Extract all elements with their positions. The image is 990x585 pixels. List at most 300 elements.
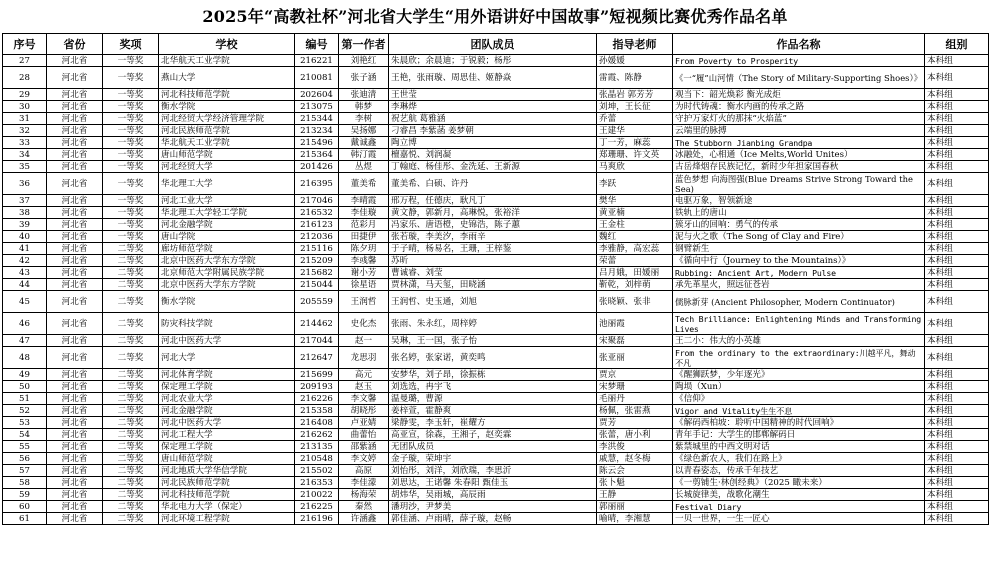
cell-work-title: 王二小：伟大的小英雄 bbox=[673, 335, 925, 347]
cell-code: 214462 bbox=[295, 313, 339, 335]
cell-province: 河北省 bbox=[47, 125, 103, 137]
cell-province: 河北省 bbox=[47, 101, 103, 113]
cell-province: 河北省 bbox=[47, 195, 103, 207]
cell-first-author: 田捷伊 bbox=[339, 231, 389, 243]
cell-first-author: 龙思羽 bbox=[339, 347, 389, 369]
cell-work-title: 长城旋律美，战歌化潮生 bbox=[673, 489, 925, 501]
table-row bbox=[3, 313, 989, 335]
cell-code: 216221 bbox=[295, 55, 339, 67]
cell-school: 华北航天工业学院 bbox=[159, 137, 295, 149]
header-work-title: 作品名称 bbox=[673, 34, 925, 55]
cell-teacher: 戚慧，赵冬梅 bbox=[597, 453, 673, 465]
cell-first-author: 徐星语 bbox=[339, 279, 389, 291]
table-row bbox=[3, 137, 989, 149]
cell-no: 55 bbox=[3, 441, 47, 453]
cell-group: 本科组 bbox=[925, 195, 989, 207]
cell-award: 一等奖 bbox=[103, 67, 159, 89]
cell-group: 本科组 bbox=[925, 243, 989, 255]
cell-code: 215496 bbox=[295, 137, 339, 149]
cell-no: 29 bbox=[3, 89, 47, 101]
cell-group: 本科组 bbox=[925, 501, 989, 513]
cell-work-title: 观当下：韶光焕彩 衡光成炬 bbox=[673, 89, 925, 101]
cell-school: 北京中医药大学东方学院 bbox=[159, 279, 295, 291]
cell-group: 本科组 bbox=[925, 101, 989, 113]
cell-team: 曹诚睿、刘莹 bbox=[389, 267, 597, 279]
cell-team: 檀嘉悦、刘润凝 bbox=[389, 149, 597, 161]
cell-code: 217046 bbox=[295, 195, 339, 207]
cell-school: 河北中医药大学 bbox=[159, 417, 295, 429]
cell-teacher: 李跃 bbox=[597, 173, 673, 195]
cell-first-author: 李文馨 bbox=[339, 393, 389, 405]
cell-no: 56 bbox=[3, 453, 47, 465]
cell-code: 216226 bbox=[295, 393, 339, 405]
cell-award: 一等奖 bbox=[103, 161, 159, 173]
cell-code: 215044 bbox=[295, 279, 339, 291]
cell-group: 本科组 bbox=[925, 267, 989, 279]
cell-work-title: 一贝一世界，一生一匠心 bbox=[673, 513, 925, 525]
cell-team: 无团队成员 bbox=[389, 441, 597, 453]
cell-work-title: Vigor and Vitality生生不息 bbox=[673, 405, 925, 417]
cell-work-title: The Stubborn Jianbing Grandpa bbox=[673, 137, 925, 149]
cell-school: 河北工程大学 bbox=[159, 429, 295, 441]
cell-award: 二等奖 bbox=[103, 335, 159, 347]
cell-first-author: 刘艳红 bbox=[339, 55, 389, 67]
cell-award: 二等奖 bbox=[103, 417, 159, 429]
cell-school: 河北地质大学华信学院 bbox=[159, 465, 295, 477]
cell-work-title: 电驱万象，智领新途 bbox=[673, 195, 925, 207]
cell-first-author: 胡晓彤 bbox=[339, 405, 389, 417]
cell-work-title: 钢臂新生 bbox=[673, 243, 925, 255]
cell-code: 215209 bbox=[295, 255, 339, 267]
cell-group: 本科组 bbox=[925, 173, 989, 195]
cell-province: 河北省 bbox=[47, 453, 103, 465]
cell-teacher: 魏红 bbox=[597, 231, 673, 243]
cell-award: 一等奖 bbox=[103, 207, 159, 219]
award-table bbox=[2, 33, 989, 525]
cell-award: 二等奖 bbox=[103, 243, 159, 255]
cell-school: 唐山师范学院 bbox=[159, 149, 295, 161]
cell-province: 河北省 bbox=[47, 417, 103, 429]
cell-code: 216262 bbox=[295, 429, 339, 441]
cell-school: 河北科技师范学院 bbox=[159, 89, 295, 101]
header-no: 序号 bbox=[3, 34, 47, 55]
cell-award: 一等奖 bbox=[103, 101, 159, 113]
cell-award: 一等奖 bbox=[103, 113, 159, 125]
cell-school: 北华航天工业学院 bbox=[159, 55, 295, 67]
cell-work-title: 承先革星火，照远征苍岩 bbox=[673, 279, 925, 291]
table-row bbox=[3, 453, 989, 465]
cell-group: 本科组 bbox=[925, 381, 989, 393]
table-row bbox=[3, 335, 989, 347]
cell-code: 212647 bbox=[295, 347, 339, 369]
cell-teacher: 王静 bbox=[597, 489, 673, 501]
cell-team: 张雨、朱永红，周梓婷 bbox=[389, 313, 597, 335]
cell-group: 本科组 bbox=[925, 125, 989, 137]
cell-work-title: Tech Brilliance: Enlightening Minds and Transforming Lives bbox=[673, 313, 925, 335]
cell-code: 213075 bbox=[295, 101, 339, 113]
cell-group: 本科组 bbox=[925, 291, 989, 313]
cell-no: 41 bbox=[3, 243, 47, 255]
cell-province: 河北省 bbox=[47, 441, 103, 453]
cell-province: 河北省 bbox=[47, 89, 103, 101]
cell-work-title: 青年手记：大学生的邯郸解码日 bbox=[673, 429, 925, 441]
cell-first-author: 秦然 bbox=[339, 501, 389, 513]
cell-work-title: 《一剪铺生·林创经典》（2025 瞰未来） bbox=[673, 477, 925, 489]
cell-school: 唐山学院 bbox=[159, 231, 295, 243]
cell-group: 本科组 bbox=[925, 313, 989, 335]
header-teacher: 指导老师 bbox=[597, 34, 673, 55]
cell-code: 213234 bbox=[295, 125, 339, 137]
cell-work-title: 《醒狮跃梦，少年逐光》 bbox=[673, 369, 925, 381]
cell-award: 二等奖 bbox=[103, 501, 159, 513]
cell-team: 陶立博 bbox=[389, 137, 597, 149]
cell-work-title: 儒脉新芽 (Ancient Philosopher, Modern Continuator) bbox=[673, 291, 925, 313]
cell-province: 河北省 bbox=[47, 335, 103, 347]
table-row bbox=[3, 243, 989, 255]
cell-teacher: 张蕾，唐小利 bbox=[597, 429, 673, 441]
cell-first-author: 戴诚鑫 bbox=[339, 137, 389, 149]
cell-team: 高亚宣，徐森，王湘子，赵奕霖 bbox=[389, 429, 597, 441]
cell-team: 刘怡彤，刘洋，刘欣瑞，李思沂 bbox=[389, 465, 597, 477]
table-body bbox=[3, 55, 989, 525]
cell-award: 二等奖 bbox=[103, 291, 159, 313]
cell-group: 本科组 bbox=[925, 219, 989, 231]
cell-team: 于子晴，杨易名，王珊，王梓鉴 bbox=[389, 243, 597, 255]
cell-teacher: 毛丽丹 bbox=[597, 393, 673, 405]
cell-team: 刘思达，王诺馨 朱春阳 甄佳玉 bbox=[389, 477, 597, 489]
cell-teacher: 王金柱 bbox=[597, 219, 673, 231]
table-row bbox=[3, 501, 989, 513]
page-title: 2025年“高教社杯”河北省大学生“用外语讲好中国故事”短视频比赛优秀作品名单 bbox=[202, 7, 788, 26]
cell-award: 二等奖 bbox=[103, 279, 159, 291]
cell-province: 河北省 bbox=[47, 465, 103, 477]
cell-school: 衡水学院 bbox=[159, 101, 295, 113]
cell-work-title: 《循向中行（Journey to the Mountains）》 bbox=[673, 255, 925, 267]
table-row bbox=[3, 513, 989, 525]
cell-first-author: 赵玉 bbox=[339, 381, 389, 393]
cell-work-title: 古岳烽烟存民族记忆，新时少年担家国春秋 bbox=[673, 161, 925, 173]
cell-province: 河北省 bbox=[47, 369, 103, 381]
cell-no: 47 bbox=[3, 335, 47, 347]
cell-teacher: 荣蕾 bbox=[597, 255, 673, 267]
cell-code: 216408 bbox=[295, 417, 339, 429]
cell-award: 二等奖 bbox=[103, 489, 159, 501]
cell-school: 河北经贸大学 bbox=[159, 161, 295, 173]
cell-team: 祝艺航 葛雅涵 bbox=[389, 113, 597, 125]
cell-first-author: 高原 bbox=[339, 465, 389, 477]
cell-province: 河北省 bbox=[47, 231, 103, 243]
cell-no: 33 bbox=[3, 137, 47, 149]
cell-no: 39 bbox=[3, 219, 47, 231]
cell-group: 本科组 bbox=[925, 369, 989, 381]
cell-school: 河北环境工程学院 bbox=[159, 513, 295, 525]
cell-province: 河北省 bbox=[47, 137, 103, 149]
cell-no: 37 bbox=[3, 195, 47, 207]
cell-school: 保定理工学院 bbox=[159, 441, 295, 453]
cell-team: 郭佳涵、卢雨晴，薛子璇，赵畅 bbox=[389, 513, 597, 525]
cell-first-author: 李彧馨 bbox=[339, 255, 389, 267]
cell-teacher: 乔蕾 bbox=[597, 113, 673, 125]
cell-province: 河北省 bbox=[47, 501, 103, 513]
cell-code: 216532 bbox=[295, 207, 339, 219]
cell-first-author: 许涵鑫 bbox=[339, 513, 389, 525]
table-row bbox=[3, 291, 989, 313]
cell-group: 本科组 bbox=[925, 477, 989, 489]
table-row bbox=[3, 195, 989, 207]
table-row bbox=[3, 347, 989, 369]
cell-school: 保定理工学院 bbox=[159, 381, 295, 393]
cell-code: 213135 bbox=[295, 441, 339, 453]
cell-team: 苏昕 bbox=[389, 255, 597, 267]
cell-award: 二等奖 bbox=[103, 453, 159, 465]
cell-no: 42 bbox=[3, 255, 47, 267]
cell-no: 59 bbox=[3, 489, 47, 501]
cell-first-author: 曲蕾怡 bbox=[339, 429, 389, 441]
cell-teacher: 吕月娥，田媛丽 bbox=[597, 267, 673, 279]
cell-province: 河北省 bbox=[47, 219, 103, 231]
cell-province: 河北省 bbox=[47, 313, 103, 335]
cell-no: 51 bbox=[3, 393, 47, 405]
cell-work-title: 《信仰》 bbox=[673, 393, 925, 405]
table-row bbox=[3, 231, 989, 243]
cell-teacher: 贾芳 bbox=[597, 417, 673, 429]
cell-code: 216225 bbox=[295, 501, 339, 513]
cell-team: 金子璇，荣坤宇 bbox=[389, 453, 597, 465]
cell-code: 216353 bbox=[295, 477, 339, 489]
cell-province: 河北省 bbox=[47, 513, 103, 525]
cell-team: 刁睿昌 李紫菡 姜梦朝 bbox=[389, 125, 597, 137]
cell-no: 46 bbox=[3, 313, 47, 335]
cell-group: 本科组 bbox=[925, 405, 989, 417]
cell-first-author: 赵一 bbox=[339, 335, 389, 347]
cell-no: 32 bbox=[3, 125, 47, 137]
cell-team: 潘玥沙，尹梦美 bbox=[389, 501, 597, 513]
cell-first-author: 王润哲 bbox=[339, 291, 389, 313]
cell-no: 43 bbox=[3, 267, 47, 279]
table-row bbox=[3, 89, 989, 101]
header-province: 省份 bbox=[47, 34, 103, 55]
cell-no: 31 bbox=[3, 113, 47, 125]
cell-first-author: 李晴霞 bbox=[339, 195, 389, 207]
cell-work-title: 冰融处，心相通（Ice Melts,World Unites） bbox=[673, 149, 925, 161]
cell-school: 衡水学院 bbox=[159, 291, 295, 313]
cell-group: 本科组 bbox=[925, 207, 989, 219]
cell-award: 二等奖 bbox=[103, 405, 159, 417]
cell-province: 河北省 bbox=[47, 279, 103, 291]
cell-province: 河北省 bbox=[47, 161, 103, 173]
cell-work-title: 陶埙（Xun） bbox=[673, 381, 925, 393]
cell-province: 河北省 bbox=[47, 489, 103, 501]
cell-first-author: 韩梦 bbox=[339, 101, 389, 113]
cell-group: 本科组 bbox=[925, 67, 989, 89]
cell-work-title: Rubbing: Ancient Art, Modern Pulse bbox=[673, 267, 925, 279]
cell-teacher: 杨佩，张雷燕 bbox=[597, 405, 673, 417]
cell-group: 本科组 bbox=[925, 453, 989, 465]
cell-group: 本科组 bbox=[925, 335, 989, 347]
cell-group: 本科组 bbox=[925, 231, 989, 243]
cell-no: 48 bbox=[3, 347, 47, 369]
cell-no: 52 bbox=[3, 405, 47, 417]
cell-team: 姜梓萱，霍静爽 bbox=[389, 405, 597, 417]
cell-award: 二等奖 bbox=[103, 369, 159, 381]
cell-team: 张名婷，张家诺，黄奕鸣 bbox=[389, 347, 597, 369]
cell-teacher: 黄亚楠 bbox=[597, 207, 673, 219]
cell-first-author: 杨海荣 bbox=[339, 489, 389, 501]
cell-team: 王艳，张雨璇、周思佳、姬静焱 bbox=[389, 67, 597, 89]
cell-no: 58 bbox=[3, 477, 47, 489]
table-row bbox=[3, 255, 989, 267]
cell-no: 57 bbox=[3, 465, 47, 477]
cell-province: 河北省 bbox=[47, 381, 103, 393]
header-school: 学校 bbox=[159, 34, 295, 55]
cell-teacher: 雷霞、陈静 bbox=[597, 67, 673, 89]
cell-school: 北京中医药大学东方学院 bbox=[159, 255, 295, 267]
cell-award: 一等奖 bbox=[103, 125, 159, 137]
cell-province: 河北省 bbox=[47, 55, 103, 67]
cell-teacher: 张卜魁 bbox=[597, 477, 673, 489]
cell-group: 本科组 bbox=[925, 89, 989, 101]
cell-school: 河北民族师范学院 bbox=[159, 477, 295, 489]
cell-no: 54 bbox=[3, 429, 47, 441]
cell-teacher: 靳乾，刘梓萌 bbox=[597, 279, 673, 291]
cell-no: 44 bbox=[3, 279, 47, 291]
cell-school: 华北电力大学（保定） bbox=[159, 501, 295, 513]
cell-teacher: 池丽霞 bbox=[597, 313, 673, 335]
cell-school: 河北体育学院 bbox=[159, 369, 295, 381]
cell-first-author: 高元 bbox=[339, 369, 389, 381]
cell-award: 二等奖 bbox=[103, 513, 159, 525]
cell-code: 210081 bbox=[295, 67, 339, 89]
cell-first-author: 吴扬娜 bbox=[339, 125, 389, 137]
cell-team: 王世莹 bbox=[389, 89, 597, 101]
cell-work-title: 《解码西柏坡：聆听中国精神的时代回响》 bbox=[673, 417, 925, 429]
cell-teacher: 张亚丽 bbox=[597, 347, 673, 369]
cell-work-title: 簇牙山的回响：勇气的传承 bbox=[673, 219, 925, 231]
table-row bbox=[3, 267, 989, 279]
table-row bbox=[3, 393, 989, 405]
cell-award: 一等奖 bbox=[103, 149, 159, 161]
cell-team: 李琳烨 bbox=[389, 101, 597, 113]
cell-school: 河北科技师范学院 bbox=[159, 489, 295, 501]
cell-teacher: 樊华 bbox=[597, 195, 673, 207]
cell-code: 212036 bbox=[295, 231, 339, 243]
cell-code: 216196 bbox=[295, 513, 339, 525]
table-row bbox=[3, 67, 989, 89]
cell-work-title: 蓝色梦想 向海图强(Blue Dreams Strive Strong Toward the Sea) bbox=[673, 173, 925, 195]
table-row bbox=[3, 405, 989, 417]
cell-work-title: 以青春姿态，传承千年技艺 bbox=[673, 465, 925, 477]
cell-award: 二等奖 bbox=[103, 477, 159, 489]
cell-province: 河北省 bbox=[47, 67, 103, 89]
cell-teacher: 李洪俊 bbox=[597, 441, 673, 453]
cell-team: 董美希、白硕、许丹 bbox=[389, 173, 597, 195]
cell-province: 河北省 bbox=[47, 477, 103, 489]
cell-first-author: 谢小芳 bbox=[339, 267, 389, 279]
cell-province: 河北省 bbox=[47, 429, 103, 441]
cell-team: 梁静雯，李玉轩，崔耀方 bbox=[389, 417, 597, 429]
cell-first-author: 李佳濛 bbox=[339, 477, 389, 489]
table-row bbox=[3, 429, 989, 441]
cell-province: 河北省 bbox=[47, 393, 103, 405]
cell-province: 河北省 bbox=[47, 113, 103, 125]
cell-work-title: 泥与火之歌（The Song of Clay and Fire） bbox=[673, 231, 925, 243]
cell-award: 二等奖 bbox=[103, 255, 159, 267]
cell-no: 34 bbox=[3, 149, 47, 161]
cell-first-author: 韩汀霞 bbox=[339, 149, 389, 161]
cell-group: 本科组 bbox=[925, 279, 989, 291]
header-code: 编号 bbox=[295, 34, 339, 55]
cell-no: 36 bbox=[3, 173, 47, 195]
cell-code: 217044 bbox=[295, 335, 339, 347]
cell-work-title: 《一“履”山河情（The Story of Military-Supporting Shoes）》 bbox=[673, 67, 925, 89]
cell-award: 一等奖 bbox=[103, 89, 159, 101]
cell-code: 205559 bbox=[295, 291, 339, 313]
cell-award: 二等奖 bbox=[103, 465, 159, 477]
cell-team: 朱晨欣；余晨迪；于锐毅；杨彤 bbox=[389, 55, 597, 67]
cell-school: 河北大学 bbox=[159, 347, 295, 369]
cell-group: 本科组 bbox=[925, 149, 989, 161]
cell-province: 河北省 bbox=[47, 243, 103, 255]
cell-no: 53 bbox=[3, 417, 47, 429]
cell-school: 廊坊师范学院 bbox=[159, 243, 295, 255]
table-row bbox=[3, 279, 989, 291]
cell-first-author: 丛煜 bbox=[339, 161, 389, 173]
cell-school: 华北理工大学 bbox=[159, 173, 295, 195]
cell-teacher: 宋梦珊 bbox=[597, 381, 673, 393]
cell-group: 本科组 bbox=[925, 417, 989, 429]
cell-code: 210022 bbox=[295, 489, 339, 501]
cell-work-title: 《绿色新农人，我们在路上》 bbox=[673, 453, 925, 465]
cell-teacher: 郭丽丽 bbox=[597, 501, 673, 513]
cell-first-author: 邵紫涵 bbox=[339, 441, 389, 453]
cell-award: 一等奖 bbox=[103, 231, 159, 243]
cell-no: 30 bbox=[3, 101, 47, 113]
cell-code: 215358 bbox=[295, 405, 339, 417]
table-row bbox=[3, 207, 989, 219]
cell-teacher: 马爽欣 bbox=[597, 161, 673, 173]
cell-school: 华北理工大学轻工学院 bbox=[159, 207, 295, 219]
cell-school: 河北工业大学 bbox=[159, 195, 295, 207]
cell-work-title: From the ordinary to the extraordinary:川越平凡，舞动不凡 bbox=[673, 347, 925, 369]
cell-first-author: 李树 bbox=[339, 113, 389, 125]
cell-teacher: 王建华 bbox=[597, 125, 673, 137]
cell-teacher: 张晶岩 郭芳芳 bbox=[597, 89, 673, 101]
cell-team: 安梦华，刘子昂，徐振栋 bbox=[389, 369, 597, 381]
cell-first-author: 陈夕玥 bbox=[339, 243, 389, 255]
cell-award: 二等奖 bbox=[103, 441, 159, 453]
cell-group: 本科组 bbox=[925, 161, 989, 173]
cell-first-author: 李佳璇 bbox=[339, 207, 389, 219]
cell-team: 冯家乐、唐语橙，史锦浩，陈子蕙 bbox=[389, 219, 597, 231]
cell-teacher: 丁一芳，麻蕊 bbox=[597, 137, 673, 149]
cell-first-author: 董美希 bbox=[339, 173, 389, 195]
cell-award: 二等奖 bbox=[103, 347, 159, 369]
cell-teacher: 孙媛媛 bbox=[597, 55, 673, 67]
cell-first-author: 张子涵 bbox=[339, 67, 389, 89]
cell-group: 本科组 bbox=[925, 465, 989, 477]
cell-teacher: 郑珊珊、许文英 bbox=[597, 149, 673, 161]
cell-code: 216395 bbox=[295, 173, 339, 195]
cell-group: 本科组 bbox=[925, 393, 989, 405]
cell-group: 本科组 bbox=[925, 255, 989, 267]
cell-code: 202604 bbox=[295, 89, 339, 101]
cell-teacher: 陈云会 bbox=[597, 465, 673, 477]
cell-teacher: 宋聚磊 bbox=[597, 335, 673, 347]
table-row bbox=[3, 161, 989, 173]
cell-school: 北京师范大学附属民族学院 bbox=[159, 267, 295, 279]
cell-school: 河北经贸大学经济管理学院 bbox=[159, 113, 295, 125]
cell-province: 河北省 bbox=[47, 207, 103, 219]
